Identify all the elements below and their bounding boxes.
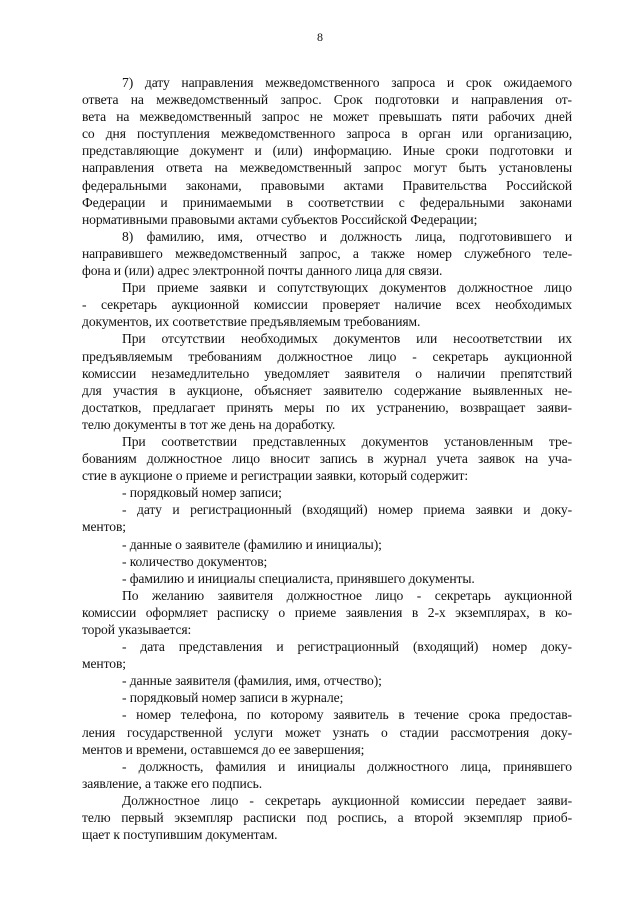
paragraph bbox=[82, 228, 572, 279]
paragraph bbox=[82, 587, 572, 638]
paragraph bbox=[82, 758, 572, 792]
text-line: комиссии оформляет расписку о приеме заявления в 2-х экземплярах, в ко- bbox=[82, 604, 572, 620]
text-line: со дня поступления межведомственного запроса в орган или организацию, bbox=[82, 126, 572, 142]
text-line: представляющие документ и (или) информацию. Иные сроки подготовки и bbox=[82, 143, 572, 159]
text-line: При соответствии представленных документов установленным тре- bbox=[122, 433, 572, 449]
text-line: - порядковый номер записи; bbox=[122, 485, 282, 501]
text-line: - дата представления и регистрационный (входящий) номер доку- bbox=[122, 639, 572, 655]
text-line: направления ответа на межведомственный запрос могут быть установлены bbox=[82, 160, 572, 176]
text-line: предъявляемым требованиям должностное лицо - секретарь аукционной bbox=[82, 348, 572, 364]
text-line: для участия в аукционе, объясняет заявителю содержание выявленных не- bbox=[82, 382, 572, 398]
text-line: При отсутствии необходимых документов или несоответствии их bbox=[122, 331, 572, 347]
text-line: - порядковый номер записи в журнале; bbox=[122, 690, 344, 706]
paragraph bbox=[82, 672, 572, 689]
paragraph bbox=[82, 570, 572, 587]
text-line: - данные заявителя (фамилия, имя, отчество); bbox=[122, 673, 382, 689]
text-line: Федерации и принимаемыми в соответствии с федеральными законами bbox=[82, 194, 572, 210]
text-line: щает к поступившим документам. bbox=[82, 827, 278, 843]
paragraph bbox=[82, 74, 572, 228]
paragraph bbox=[82, 501, 572, 535]
text-line: документов, их соответствие предъявляемым требованиям. bbox=[82, 314, 421, 330]
text-line: 7) дату направления межведомственного запроса и срок ожидаемого bbox=[122, 75, 572, 90]
text-line: фона и (или) адрес электронной почты данного лица для связи. bbox=[82, 263, 443, 279]
paragraph bbox=[82, 536, 572, 553]
text-line: При приеме заявки и сопутствующих документов должностное лицо bbox=[122, 280, 572, 296]
text-line: бованиям должностное лицо вносит запись в журнал учета заявок на уча- bbox=[82, 451, 572, 467]
text-line: стие в аукционе о приеме и регистрации заявки, который содержит: bbox=[82, 468, 469, 484]
paragraph bbox=[82, 638, 572, 672]
paragraph bbox=[82, 553, 572, 570]
text-line: - должность, фамилия и инициалы должностного лица, принявшего bbox=[122, 758, 572, 774]
text-line: направившего межведомственный запрос, а также номер служебного теле- bbox=[82, 245, 572, 261]
paragraph bbox=[82, 484, 572, 501]
text-line: вета на межведомственный запрос не может превышать пяти рабочих дней bbox=[82, 109, 572, 125]
text-line: телю первый экземпляр расписки под роспись, а второй экземпляр приоб- bbox=[82, 810, 572, 826]
paragraph bbox=[82, 433, 572, 484]
text-line: комиссии незамедлительно уведомляет заявителя о наличии препятствий bbox=[82, 365, 572, 381]
text-line: заявление, а также его подпись. bbox=[82, 775, 263, 791]
paragraph bbox=[82, 689, 572, 706]
text-line: - номер телефона, по которому заявитель в течение срока предостав- bbox=[122, 707, 572, 723]
paragraph bbox=[82, 330, 572, 433]
text-line: - фамилию и инициалы специалиста, принявшего документы. bbox=[122, 570, 475, 586]
text-line: ментов; bbox=[82, 656, 126, 672]
text-line: ментов и времени, оставшемся до ее завершения; bbox=[82, 741, 365, 757]
text-line: ответа на межведомственный запрос. Срок подготовки и направления от- bbox=[82, 92, 572, 108]
text-line: Должностное лицо - секретарь аукционной комиссии передает заяви- bbox=[122, 792, 572, 808]
text-line: По желанию заявителя должностное лицо - секретарь аукционной bbox=[122, 587, 572, 603]
document-body bbox=[82, 74, 572, 843]
paragraph bbox=[82, 792, 572, 843]
paragraph bbox=[82, 706, 572, 757]
text-line: 8) фамилию, имя, отчество и должность лица, подготовившего и bbox=[122, 228, 572, 244]
paragraph bbox=[82, 279, 572, 330]
text-line: нормативными правовыми актами субъектов Российской Федерации; bbox=[82, 211, 478, 227]
text-line: торой указывается: bbox=[82, 622, 192, 637]
text-line: телю документы в тот же день на доработку. bbox=[82, 416, 336, 432]
page-number: 8 bbox=[317, 30, 323, 44]
text-line: федеральными законами, правовыми актами Правительства Российской bbox=[82, 177, 572, 193]
text-line: - дату и регистрационный (входящий) номер приема заявки и доку- bbox=[122, 502, 572, 518]
text-line: - количество документов; bbox=[122, 553, 268, 569]
text-line: - секретарь аукционной комиссии проверяет наличие всех необходимых bbox=[82, 297, 572, 313]
text-line: ления государственной услуги может узнать о стадии рассмотрения доку- bbox=[82, 724, 572, 740]
text-line: - данные о заявителе (фамилию и инициалы); bbox=[122, 536, 382, 552]
text-line: ментов; bbox=[82, 519, 126, 535]
text-line: достатков, предлагает принять меры по их устранению, возвращает заяви- bbox=[82, 399, 572, 415]
